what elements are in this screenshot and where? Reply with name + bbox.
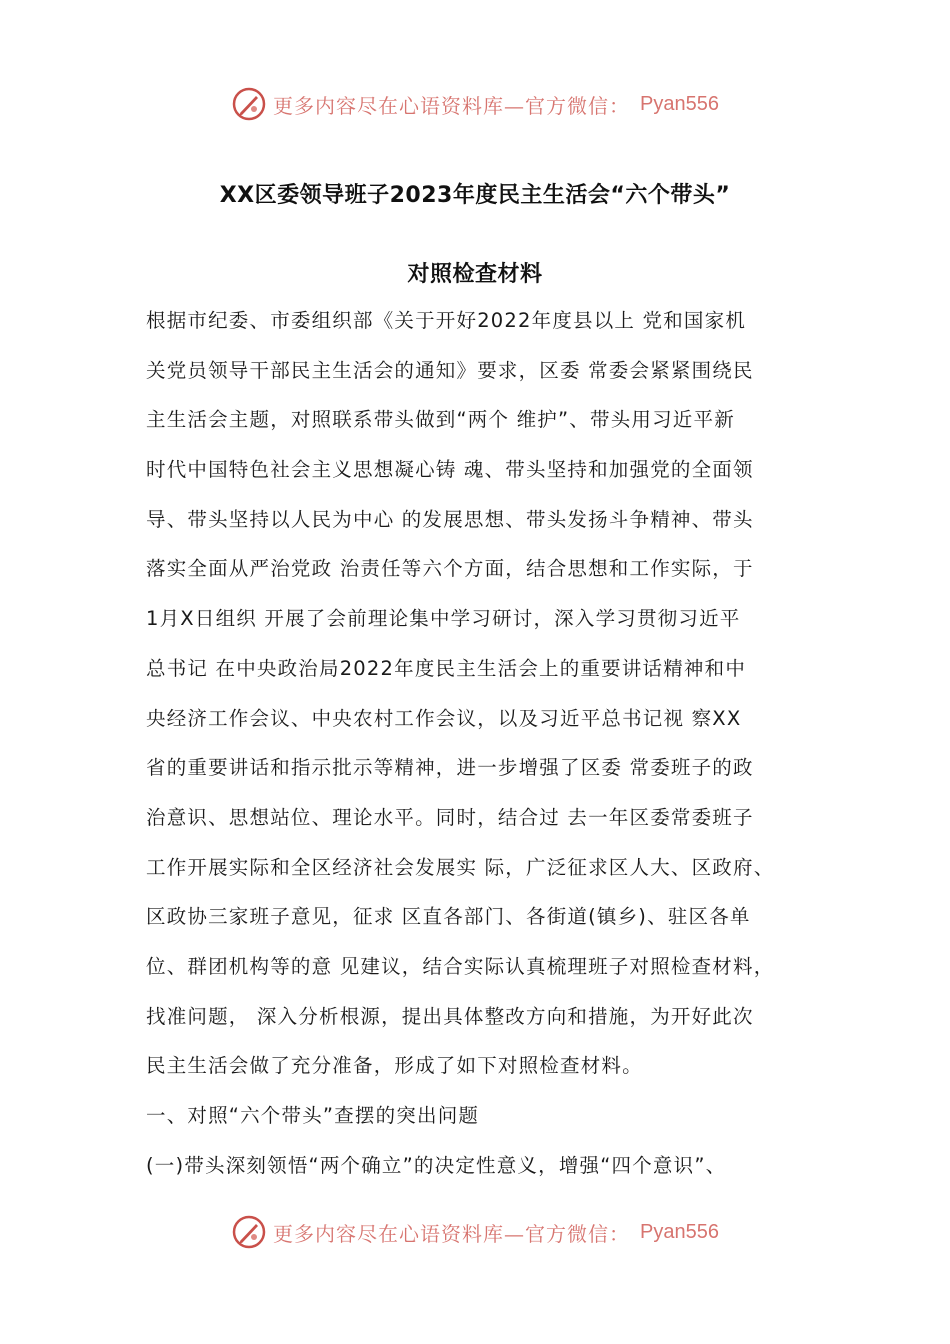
body-line: 工作开展实际和全区经济社会发展实 际，广泛征求区人大、区政府、 xyxy=(146,855,775,879)
quill-logo-icon xyxy=(231,86,267,122)
body-line: 区政协三家班子意见，征求 区直各部门、各街道(镇乡)、驻区各单 xyxy=(146,905,751,929)
watermark-text: 更多内容尽在心语资料库—官方微信： xyxy=(273,1221,631,1246)
body-line: 根据市纪委、市委组织部《关于开好2022年度县以上 党和国家机 xyxy=(146,309,747,332)
body-line: 导、带头坚持以人民为中心 的发展思想、带头发扬斗争精神、带头 xyxy=(146,507,754,531)
body-line: 时代中国特色社会主义思想凝心铸 魂、带头坚持和加强党的全面领 xyxy=(146,458,754,482)
body-line: 省的重要讲话和指示批示等精神，进一步增强了区委 常委班子的政 xyxy=(146,756,754,780)
body-line: 治意识、思想站位、理论水平。同时，结合过 去一年区委常委班子 xyxy=(146,805,754,829)
body-line: 民主生活会做了充分准备，形成了如下对照检查材料。 xyxy=(146,1054,643,1078)
body-line: 总书记 在中央政治局2022年度民主生活会上的重要讲话精神和中 xyxy=(146,656,747,680)
body-line: 央经济工作会议、中央农村工作会议，以及习近平总书记视 察XX xyxy=(146,706,742,730)
section-heading: 一、对照“六个带头”查摆的突出问题 xyxy=(146,1104,480,1127)
body-line: 1月X日组织 开展了会前理论集中学习研讨，深入学习贯彻习近平 xyxy=(146,607,741,631)
document-title-line-2: 对照检查材料 xyxy=(407,262,543,287)
watermark-wechat-id: Pyan556 xyxy=(640,1220,719,1243)
body-line: 位、群团机构等的意 见建议，结合实际认真梳理班子对照检查材料， xyxy=(146,954,775,978)
header-watermark xyxy=(0,84,950,124)
body-line: 主生活会主题，对照联系带头做到“两个 维护”、带头用习近平新 xyxy=(146,408,735,432)
quill-logo-icon xyxy=(231,1214,267,1250)
document-body xyxy=(146,296,826,1190)
watermark-text: 更多内容尽在心语资料库—官方微信： xyxy=(273,93,631,118)
body-line: 找准问题， 深入分析根源，提出具体整改方向和措施，为开好此次 xyxy=(146,1004,754,1028)
body-line: 落实全面从严治党政 治责任等六个方面，结合思想和工作实际，于 xyxy=(146,557,754,581)
subsection-heading: (一)带头深刻领悟“两个确立”的决定性意义，增强“四个意识”、 xyxy=(146,1153,727,1177)
document-title-line-1: XX区委领导班子2023年度民主生活会“六个带头” xyxy=(219,183,731,208)
watermark-wechat-id: Pyan556 xyxy=(640,92,719,115)
body-line: 关党员领导干部民主生活会的通知》要求，区委 常委会紧紧围绕民 xyxy=(146,358,754,382)
footer-watermark xyxy=(0,1212,950,1252)
